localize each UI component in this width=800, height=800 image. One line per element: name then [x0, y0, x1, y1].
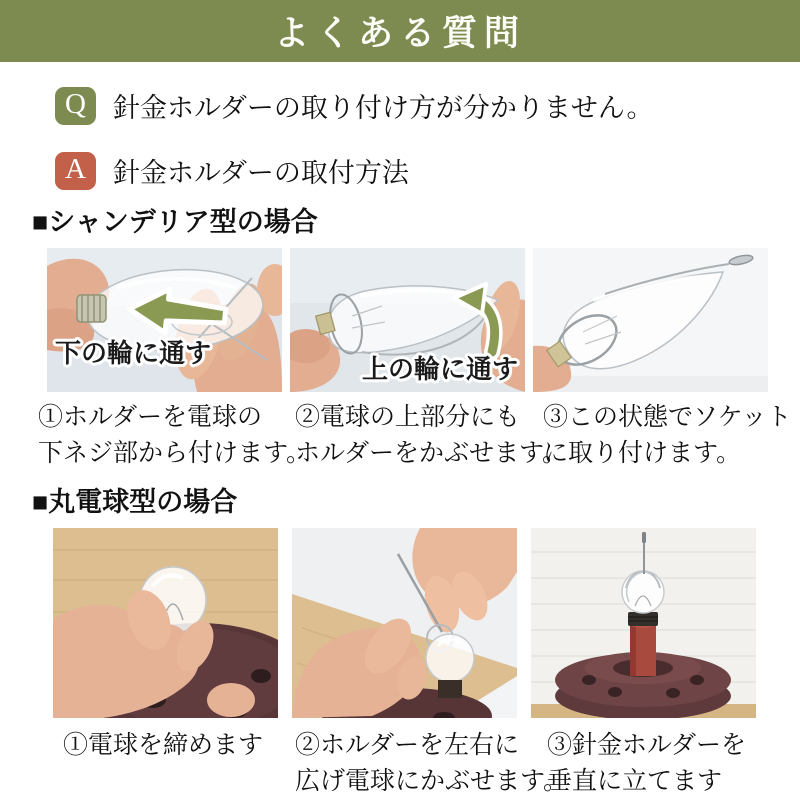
step-caption: [38, 400, 312, 472]
a-badge: A: [55, 152, 96, 190]
screw-base: [77, 295, 106, 322]
caption-line: 垂直に立てます: [547, 768, 723, 795]
chandelier-step3-illustration: [533, 248, 768, 392]
chandelier-caption-row: [38, 400, 800, 472]
step-caption: [295, 728, 569, 800]
caption-line: ホルダーをかぶせます。: [295, 440, 568, 467]
roundbulb-step1-illustration: [53, 528, 278, 718]
round-bulb-caption-row: [38, 728, 800, 800]
chandelier-photo-row: [47, 248, 800, 392]
roundbulb-step2-illustration: [292, 528, 517, 718]
roundbulb-step3-illustration: [531, 528, 756, 718]
photo-roundbulb-step1: [53, 528, 278, 718]
answer-text: 針金ホルダーの取付方法: [113, 158, 409, 188]
answer-row: [55, 151, 800, 190]
caption-line: 広げ電球にかぶせます。: [295, 768, 569, 795]
q-badge: Q: [55, 87, 96, 125]
caption-line: ②ホルダーを左右に: [295, 732, 520, 759]
caption-line: ②電球の上部分にも: [295, 404, 521, 431]
photo-chandelier-step2: [290, 248, 525, 392]
step-caption: [38, 728, 295, 800]
photo-chandelier-step1: [47, 248, 282, 392]
question-row: [55, 86, 800, 125]
caption-line: ①ホルダーを電球の: [38, 404, 263, 431]
header-banner: [0, 0, 800, 62]
caption-line: ①電球を締めます: [63, 732, 264, 759]
section-heading-round-bulb: ■丸電球型の場合: [32, 487, 238, 517]
overlay-label-upper-ring: 上の輪に通す: [362, 354, 519, 384]
red-socket: [628, 612, 658, 676]
chandelier-step2-illustration: [290, 248, 525, 392]
caption-line: ③針金ホルダーを: [547, 732, 747, 759]
step-caption: [543, 728, 800, 800]
photo-roundbulb-step3: [531, 528, 756, 718]
caption-line: 下ネジ部から付けます。: [38, 440, 312, 467]
caption-line: ③この状態でソケット: [543, 404, 792, 431]
overlay-label-lower-ring: 下の輪に通す: [55, 338, 212, 368]
question-text: 針金ホルダーの取り付け方が分かりません。: [113, 93, 654, 123]
round-bulb-photo-row: [53, 528, 800, 718]
page-title: よくある質問: [273, 14, 526, 53]
photo-chandelier-step3: [533, 248, 768, 392]
caption-line: に取り付けます。: [543, 440, 742, 467]
step-caption: [543, 400, 800, 472]
section-heading-chandelier: ■シャンデリア型の場合: [32, 207, 318, 237]
chandelier-step1-illustration: [47, 248, 282, 392]
photo-roundbulb-step2: [292, 528, 517, 718]
step-caption: [295, 400, 568, 472]
